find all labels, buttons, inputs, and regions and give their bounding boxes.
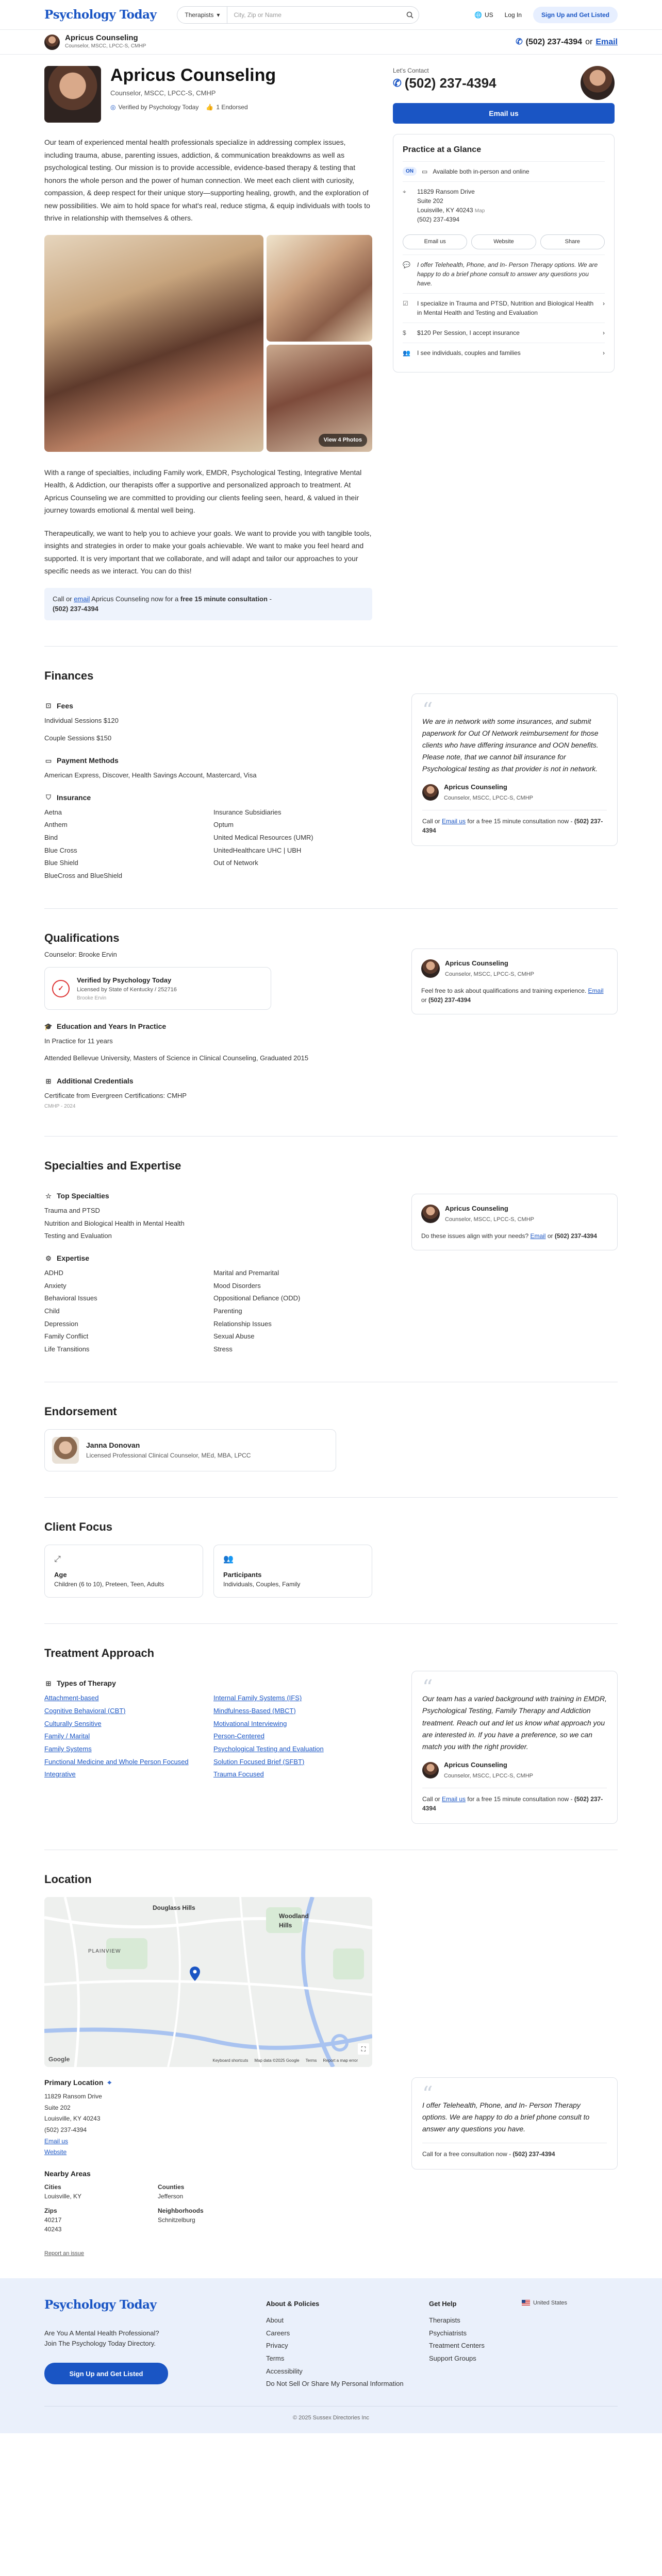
cta-phone[interactable]: (502) 237-4394: [422, 1795, 603, 1812]
side-or: or: [547, 1232, 553, 1240]
footer-link[interactable]: Accessibility: [266, 2367, 303, 2375]
flag-icon: [522, 2300, 530, 2306]
therapy-type-item[interactable]: Culturally Sensitive: [44, 1719, 102, 1727]
certificate-year: CMHP - 2024: [44, 1103, 76, 1109]
expertise-item: Stress: [213, 1345, 233, 1353]
quote-icon: “: [422, 2082, 433, 2107]
cta-text-b: for a free 15 minute consultation now -: [467, 1795, 573, 1803]
call-email-link[interactable]: email: [74, 595, 90, 603]
therapy-type-item[interactable]: Family Systems: [44, 1745, 92, 1753]
avatar: [422, 1762, 439, 1778]
call-dash: -: [269, 595, 272, 603]
photo-gallery: [44, 235, 372, 452]
insurance-item: Blue Cross: [44, 846, 77, 854]
globe-icon: 🌐: [474, 11, 482, 19]
verified-icon: ◎: [110, 103, 116, 111]
endorsement-card[interactable]: [44, 1429, 336, 1471]
footer-copyright: © 2025 Sussex Directories Inc: [44, 2406, 618, 2434]
quote-creds: Counselor, MSCC, LPCC-S, CMHP: [444, 795, 533, 802]
phone-icon: ✆: [516, 37, 523, 46]
zips-heading: Zips: [44, 2207, 57, 2214]
cta-phone[interactable]: (502) 237-4394: [512, 2150, 555, 2158]
bar-email-link[interactable]: Email: [595, 37, 618, 46]
age-text: Children (6 to 10), Preteen, Teen, Adults: [54, 1581, 164, 1588]
side-phone[interactable]: (502) 237-4394: [554, 1232, 597, 1240]
cities-value[interactable]: Louisville, KY: [44, 2192, 82, 2200]
side-or: or: [421, 996, 427, 1004]
footer-pro-question: Are You A Mental Health Professional?: [44, 2329, 159, 2337]
clients-text: I see individuals, couples and families: [417, 349, 521, 357]
country-label: US: [484, 11, 493, 19]
bar-or: or: [585, 37, 593, 46]
endorser-name: Janna Donovan: [86, 1441, 140, 1450]
map-tag[interactable]: Map: [474, 208, 485, 214]
quote-name: Apricus Counseling: [444, 783, 507, 791]
footer-link[interactable]: Do Not Sell Or Share My Personal Information: [266, 2380, 404, 2388]
expertise-item: Sexual Abuse: [213, 1332, 255, 1341]
cta-email-link[interactable]: Email us: [442, 818, 466, 825]
glance-phone[interactable]: (502) 237-4394: [417, 216, 460, 223]
specialty-icon: ☑: [403, 299, 408, 307]
map-label: PLAINVIEW: [88, 1948, 121, 1955]
payment-methods: American Express, Discover, Health Savings Account, Mastercard, Visa: [44, 771, 257, 779]
insurance-item: Blue Shield: [44, 859, 78, 867]
zip-value[interactable]: 40217: [44, 2216, 62, 2224]
practice-glance-card: [393, 134, 615, 372]
report-issue-link[interactable]: Report an issue: [44, 2250, 85, 2257]
footer-country[interactable]: United States: [533, 2300, 568, 2307]
finances-section: [44, 647, 618, 883]
expertise-item: Parenting: [213, 1307, 242, 1315]
qualifications-contact-card: [411, 948, 618, 1015]
therapy-type-item[interactable]: Attachment-based: [44, 1694, 99, 1702]
chat-icon: 💬: [403, 261, 410, 268]
quote-icon: “: [422, 698, 433, 722]
side-creds: Counselor, MSCC, LPCC-S, CMHP: [445, 971, 534, 978]
location-pin-icon: ⌖: [403, 188, 406, 195]
endorsement-title: Endorsement: [44, 1404, 117, 1418]
finances-quote-card: [411, 693, 618, 846]
fee-text: $120 Per Session, I accept insurance: [417, 329, 520, 336]
credentials-heading: Additional Credentials: [57, 1077, 134, 1086]
call-phone[interactable]: (502) 237-4394: [53, 605, 98, 613]
qualifications-section: [44, 909, 618, 1110]
specialties-contact-card: [411, 1194, 618, 1251]
glance-title: Practice at a Glance: [403, 145, 482, 154]
map-attribution: Map data ©2025 Google: [254, 2058, 300, 2063]
view-photos-button[interactable]: View 4 Photos: [319, 434, 367, 447]
footer-about-heading: About & Policies: [266, 2300, 320, 2308]
top-specialties-heading: Top Specialties: [57, 1191, 109, 1200]
insurance-item: Optum: [213, 821, 234, 829]
fee-row[interactable]: [403, 323, 605, 343]
availability-row: [403, 161, 605, 181]
office-photo-1[interactable]: [44, 235, 263, 452]
insurance-item: Insurance Subsidiaries: [213, 808, 282, 816]
map-label: Woodland Hills: [279, 1912, 309, 1929]
shield-icon: ⛉: [46, 793, 51, 802]
profile-creds: Counselor, MSCC, LPCC-S, CMHP: [110, 89, 216, 97]
clients-row[interactable]: [403, 343, 605, 363]
office-photo-3[interactable]: [267, 345, 372, 452]
side-creds: Counselor, MSCC, LPCC-S, CMHP: [445, 1216, 534, 1223]
expertise-item: Oppositional Defiance (ODD): [213, 1294, 301, 1302]
expertise-item: Behavioral Issues: [44, 1294, 97, 1302]
certificate-icon: ⊞: [45, 1077, 52, 1085]
neighborhoods-heading: Neighborhoods: [158, 2207, 204, 2214]
badge-title: Verified by Psychology Today: [77, 976, 172, 985]
availability-text: Available both in-person and online: [433, 168, 529, 175]
chevron-down-icon: ▾: [217, 11, 220, 19]
avatar: [421, 959, 440, 978]
insurance-heading: Insurance: [57, 793, 91, 802]
endorser-photo: [52, 1437, 79, 1464]
loc-website-link[interactable]: Website: [44, 2148, 67, 2156]
therapy-type-item[interactable]: Motivational Interviewing: [213, 1719, 287, 1727]
therapy-type-item[interactable]: Integrative: [44, 1770, 76, 1778]
side-text: Do these issues align with your needs?: [421, 1232, 529, 1240]
expertise-heading: Expertise: [57, 1254, 90, 1262]
verified-seal-icon: ✓: [52, 980, 70, 997]
side-name: Apricus Counseling: [445, 1204, 508, 1212]
expertise-item: Child: [44, 1307, 60, 1315]
avatar: [44, 35, 60, 50]
location-title: Location: [44, 1873, 92, 1886]
neighborhood-value[interactable]: Schnitzelburg: [158, 2216, 195, 2224]
treatment-quote: Our team has a varied background with training in EMDR, Psychological Testing, Family Therapy and Addiction treatment. Reach out and let us know what approach you are interested in. If you have a preference, so we can match you with the right provider.: [422, 1694, 607, 1751]
signup-button[interactable]: Sign Up and Get Listed: [533, 7, 618, 23]
glance-addr3: Louisville, KY 40243: [417, 207, 473, 214]
side-name: Apricus Counseling: [445, 959, 508, 967]
treatment-quote-card: [411, 1671, 618, 1824]
quote-icon: “: [422, 1676, 433, 1700]
qualifications-title: Qualifications: [44, 931, 120, 944]
cta-text-a: Call or: [422, 1795, 440, 1803]
specialty-item: Trauma and PTSD: [44, 1206, 100, 1214]
counties-value[interactable]: Jefferson: [158, 2192, 184, 2200]
therapy-type-item[interactable]: Family / Marital: [44, 1732, 90, 1740]
side-phone[interactable]: (502) 237-4394: [428, 996, 471, 1004]
offer-text: I offer Telehealth, Phone, and In- Person Therapy options. We are happy to do a brief phone consult to answer any questions you have.: [417, 261, 598, 287]
age-card: [44, 1545, 203, 1598]
badge-license: Licensed by State of Kentucky / 252716: [77, 987, 177, 993]
top-nav: [0, 0, 662, 30]
country-selector[interactable]: [474, 10, 493, 20]
glance-addr1: 11829 Ransom Drive: [417, 188, 475, 195]
education-heading: Education and Years In Practice: [57, 1022, 167, 1030]
payment-heading: Payment Methods: [57, 756, 119, 765]
endorsed-count[interactable]: 1 Endorsed: [216, 103, 248, 111]
cta-phone[interactable]: (502) 237-4394: [422, 818, 603, 835]
site-logo[interactable]: Psychology Today: [44, 8, 157, 22]
side-email-link[interactable]: Email: [588, 987, 604, 995]
chevron-right-icon: ›: [603, 299, 605, 307]
cta-text-a: Call or: [422, 818, 440, 825]
verified-text[interactable]: Verified by Psychology Today: [118, 103, 199, 111]
card-icon: ▭: [45, 756, 52, 765]
education-text: Attended Bellevue University, Masters of Science in Clinical Counseling, Graduated 2015: [44, 1054, 309, 1062]
fees-heading: Fees: [57, 701, 73, 710]
primary-location-heading: Primary Location: [44, 2078, 104, 2087]
map-link[interactable]: Report a map error: [323, 2058, 358, 2063]
glance-website-button[interactable]: Website: [471, 234, 536, 249]
call-free: free 15 minute consultation: [180, 595, 268, 603]
insurance-item: Aetna: [44, 808, 62, 816]
insurance-item: UnitedHealthcare UHC | UBH: [213, 846, 302, 854]
counties-heading: Counties: [158, 2183, 185, 2191]
age-icon: ⤢: [54, 1554, 61, 1564]
endorse-icon: 👍: [206, 103, 214, 111]
category-select[interactable]: [177, 7, 227, 23]
people-icon: 👥: [403, 349, 410, 357]
fee-couple: Couple Sessions $150: [44, 734, 112, 742]
footer-signup-button[interactable]: Sign Up and Get Listed: [44, 2363, 168, 2384]
footer-link[interactable]: Support Groups: [429, 2354, 476, 2362]
age-heading: Age: [54, 1570, 67, 1579]
insurance-item: Out of Network: [213, 859, 258, 867]
insurance-item: United Medical Resources (UMR): [213, 833, 313, 841]
loc-phone[interactable]: (502) 237-4394: [44, 2126, 87, 2134]
map-fullscreen-icon[interactable]: ⛶: [358, 2043, 369, 2055]
glance-addr2: Suite 202: [417, 197, 443, 205]
certificate-text: Certificate from Evergreen Certifications: CMHP: [44, 1092, 187, 1100]
profile-photo: [44, 66, 101, 123]
side-text: Feel free to ask about qualifications and training experience.: [421, 987, 587, 995]
phone-icon: ✆: [393, 77, 402, 89]
location-quote: I offer Telehealth, Phone, and In- Person Therapy options. We are happy to do a brief phone consult to answer any questions you have.: [422, 2101, 590, 2133]
expertise-item: ADHD: [44, 1269, 63, 1277]
bar-creds: Counselor, MSCC, LPCC-S, CMHP: [65, 43, 146, 49]
specialty-item: Nutrition and Biological Health in Mental Health: [44, 1219, 185, 1227]
nav-search: [177, 6, 419, 24]
therapy-type-item[interactable]: Trauma Focused: [213, 1770, 264, 1778]
quote-creds: Counselor, MSCC, LPCC-S, CMHP: [444, 1773, 533, 1780]
call-text-b: Apricus Counseling now for a: [91, 595, 179, 603]
search-icon[interactable]: [401, 11, 419, 19]
therapy-icon: ⊞: [45, 1680, 52, 1688]
therapy-type-item[interactable]: Solution Focused Brief (SFBT): [213, 1757, 305, 1766]
map-logo: Google: [48, 2056, 70, 2063]
participants-card: [213, 1545, 372, 1598]
fee-individual: Individual Sessions $120: [44, 716, 119, 724]
glance-share-button[interactable]: Share: [540, 234, 605, 249]
map-label: Douglass Hills: [153, 1904, 195, 1912]
finances-quote: We are in network with some insurances, and submit paperwork for Out Of Network reimbursement for those clients who have differing insurance and OON benefits. Please note, that we cannot bill insurance for Psychological testing as that provider is not in network.: [422, 717, 599, 773]
treatment-section: [44, 1624, 618, 1824]
star-icon: ☆: [45, 1192, 52, 1200]
badge-name: Brooke Ervin: [77, 995, 107, 1001]
consult-callout: [44, 588, 372, 620]
map-link[interactable]: Keyboard shortcuts: [212, 2058, 249, 2063]
finances-title: Finances: [44, 669, 94, 682]
loc-email-link[interactable]: Email us: [44, 2137, 69, 2145]
availability-badge: ON: [403, 167, 417, 176]
client-focus-section: [44, 1498, 618, 1598]
avatar: [421, 1205, 440, 1223]
expertise-item: Mood Disorders: [213, 1281, 261, 1290]
footer-link[interactable]: Therapists: [429, 2316, 460, 2324]
specialties-title: Specialties and Expertise: [44, 1159, 181, 1172]
login-link[interactable]: Log In: [504, 11, 522, 19]
profile-sticky-bar: [0, 30, 662, 55]
footer: [0, 2278, 662, 2433]
call-text-a: Call or: [53, 595, 72, 603]
cta-text: Call for a free consultation now -: [422, 2150, 511, 2158]
participants-icon: 👥: [223, 1554, 234, 1564]
bar-name: Apricus Counseling: [65, 33, 138, 42]
video-icon: ▭: [422, 168, 428, 175]
loc-addr2: Suite 202: [44, 2104, 71, 2111]
map-canvas: [44, 1897, 372, 2067]
footer-help-heading: Get Help: [429, 2300, 457, 2308]
nearby-heading: Nearby Areas: [44, 2169, 91, 2178]
quote-name: Apricus Counseling: [444, 1760, 507, 1769]
therapy-type-item[interactable]: Functional Medicine and Whole Person Focused: [44, 1757, 189, 1766]
therapy-type-item[interactable]: Mindfulness-Based (MBCT): [213, 1707, 296, 1715]
location-map[interactable]: [44, 1897, 372, 2067]
participants-heading: Participants: [223, 1570, 262, 1579]
about-paragraph-1: Our team of experienced mental health professionals specialize in addressing complex issues, including trauma, abuse, parenting issues, addiction, & communication breakdowns as well as psychological testing. Our mission is to provide accessible, evidence-based therapy & testing that honors the whole person and the power of human connection. We meet each client with curiosity, compassion, & deep respect for their unique story—supporting healing, growth, and the exploration of new possibilities. We aim to hold space for what's real, reduce stigma, & equip individuals with tools to thrive in relationship with themselves & others.: [44, 138, 370, 222]
email-us-button[interactable]: Email us: [393, 103, 615, 124]
cta-email-link[interactable]: Email us: [442, 1795, 466, 1803]
expertise-item: Relationship Issues: [213, 1319, 272, 1328]
client-focus-title: Client Focus: [44, 1520, 113, 1533]
bar-phone[interactable]: (502) 237-4394: [525, 37, 583, 46]
expertise-item: Life Transitions: [44, 1345, 90, 1353]
location-quote-card: [411, 2077, 618, 2169]
chevron-right-icon: ›: [603, 349, 605, 357]
expertise-item: Depression: [44, 1319, 78, 1328]
fees-icon: ⊡: [45, 702, 52, 710]
cities-heading: Cities: [44, 2183, 61, 2191]
avatar: [422, 784, 439, 801]
footer-link[interactable]: Terms: [266, 2354, 285, 2362]
endorsement-section: [44, 1382, 618, 1471]
participants-text: Individuals, Couples, Family: [223, 1581, 301, 1588]
footer-link[interactable]: Psychiatrists: [429, 2329, 467, 2337]
expertise-item: Marital and Premarital: [213, 1269, 279, 1277]
about-paragraph-3: Therapeutically, we want to help you to achieve your goals. We want to provide you with tangible tools, insights and strategies in order to make your goals achievable. We want to make you feel heard and supported. It is very important that we collaborate, and will adapt and tailor our approaches to your specific needs as we interact. You can do this!: [44, 529, 372, 575]
loc-addr3: Louisville, KY 40243: [44, 2115, 101, 2123]
footer-logo[interactable]: Psychology Today: [44, 2298, 157, 2312]
footer-link[interactable]: Privacy: [266, 2342, 288, 2350]
therapy-type-item[interactable]: Cognitive Behavioral (CBT): [44, 1707, 126, 1715]
specialty-item: Testing and Evaluation: [44, 1232, 112, 1240]
graduation-icon: 🎓: [44, 1022, 53, 1030]
years-in-practice: In Practice for 11 years: [44, 1037, 113, 1045]
footer-link[interactable]: Treatment Centers: [429, 2342, 485, 2350]
therapy-type-item[interactable]: Person-Centered: [213, 1732, 264, 1740]
expertise-item: Family Conflict: [44, 1332, 89, 1341]
expertise-item: Anxiety: [44, 1281, 67, 1290]
about-paragraph-2: With a range of specialties, including Family work, EMDR, Psychological Testing, Integrative Mental Health, & Addiction, our therapists offer a supportive and personalized approach to treatment. At Apricus Counseling we are committed to providing our clients feeling seen, heard, & valued in their journey towards emotional & mental well being.: [44, 468, 362, 514]
offer-row: [403, 255, 605, 293]
insurance-item: Anthem: [44, 821, 68, 829]
contact-avatar: [581, 66, 615, 100]
category-label: Therapists: [185, 11, 214, 19]
address-row: [403, 181, 605, 229]
chevron-right-icon: ›: [603, 329, 605, 336]
footer-pro-join: Join The Psychology Today Directory.: [44, 2339, 156, 2347]
map-link[interactable]: Terms: [305, 2058, 317, 2063]
specialty-row[interactable]: [403, 293, 605, 323]
glance-email-button[interactable]: Email us: [403, 234, 467, 249]
counselor-name: Counselor: Brooke Ervin: [44, 950, 117, 958]
location-section: [44, 1850, 618, 2258]
office-photo-2[interactable]: [267, 235, 372, 342]
dollar-icon: $: [403, 329, 406, 336]
specialty-text: I specialize in Trauma and PTSD, Nutrition and Biological Health in Mental Health and Testing and Evaluation: [417, 299, 594, 316]
therapy-type-item[interactable]: Psychological Testing and Evaluation: [213, 1745, 324, 1753]
expertise-icon: ⚙: [45, 1254, 52, 1262]
cta-text-b: for a free 15 minute consultation now -: [467, 818, 573, 825]
footer-link[interactable]: About: [266, 2316, 284, 2324]
side-email-link[interactable]: Email: [530, 1232, 546, 1240]
endorser-creds: Licensed Professional Clinical Counselor, MEd, MBA, LPCC: [86, 1452, 251, 1460]
treatment-title: Treatment Approach: [44, 1647, 155, 1660]
location-pin-icon: ⌖: [107, 2078, 112, 2087]
insurance-item: Bind: [44, 833, 58, 841]
zip-value[interactable]: 40243: [44, 2225, 62, 2233]
types-heading: Types of Therapy: [57, 1679, 116, 1688]
contact-label: Let's Contact: [393, 67, 429, 74]
therapy-type-item[interactable]: Internal Family Systems (IFS): [213, 1694, 302, 1702]
search-input[interactable]: City, Zip or Name: [234, 11, 282, 19]
specialties-section: [44, 1137, 618, 1356]
profile-name: Apricus Counseling: [110, 65, 276, 85]
verification-badge-card[interactable]: [44, 967, 271, 1010]
contact-phone[interactable]: (502) 237-4394: [404, 75, 496, 91]
loc-addr1: 11829 Ransom Drive: [44, 2093, 102, 2100]
insurance-item: BlueCross and BlueShield: [44, 872, 123, 879]
footer-link[interactable]: Careers: [266, 2329, 290, 2337]
